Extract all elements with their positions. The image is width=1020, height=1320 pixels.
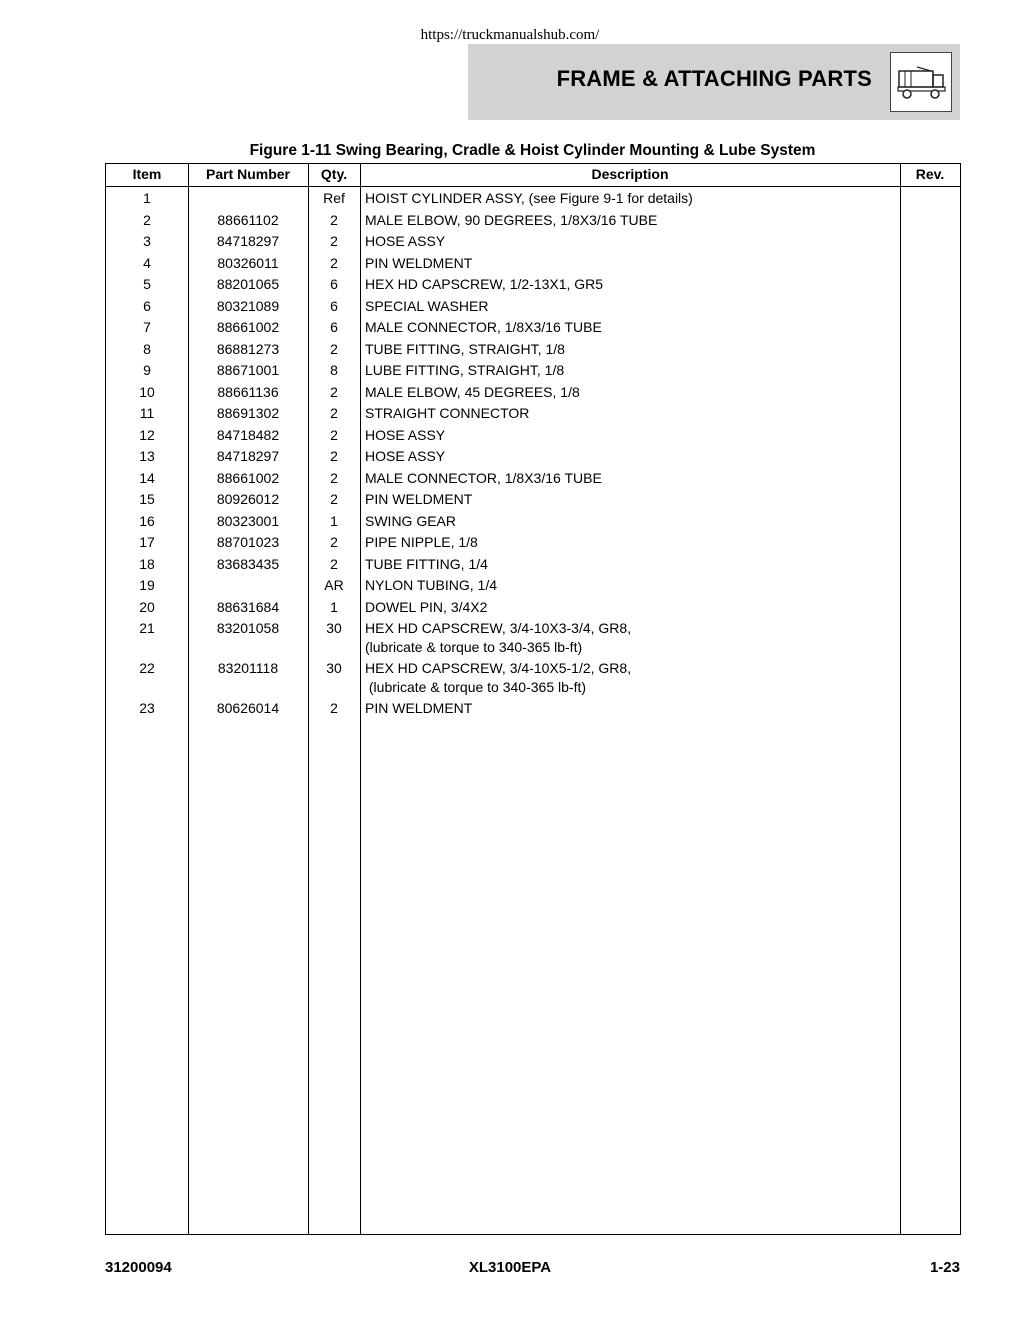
description: HEX HD CAPSCREW, 3/4-10X5-1/2, GR8, (365, 660, 632, 676)
part-number: 84718482 (216, 426, 280, 443)
description: SWING GEAR (365, 512, 457, 529)
part-number: 88201065 (216, 276, 280, 292)
quantity: 2 (330, 211, 338, 228)
quantity: 2 (330, 555, 338, 572)
description: HEX HD CAPSCREW, 1/2-13X1, GR5 (365, 276, 604, 292)
item-number: 4 (143, 254, 151, 271)
item-number: 15 (139, 491, 155, 507)
quantity: AR (324, 577, 344, 593)
quantity: 2 (330, 233, 338, 249)
quantity: 2 (330, 469, 338, 486)
part-number: 84718297 (216, 448, 280, 464)
column-header-rev: Rev. (915, 166, 945, 182)
quantity: 1 (330, 512, 338, 529)
item-number: 7 (143, 319, 151, 335)
description: MALE ELBOW, 90 DEGREES, 1/8X3/16 TUBE (365, 211, 658, 228)
quantity: 2 (330, 700, 338, 716)
item-number: 23 (139, 700, 155, 716)
description: PIPE NIPPLE, 1/8 (365, 534, 478, 550)
truck-icon (890, 52, 952, 112)
description: TUBE FITTING, STRAIGHT, 1/8 (365, 340, 565, 357)
item-number: 10 (139, 383, 155, 400)
part-number: 80323001 (216, 512, 280, 529)
column-header-description: Description (591, 166, 669, 182)
description: DOWEL PIN, 3/4X2 (365, 598, 488, 615)
part-number: 88671001 (216, 362, 280, 378)
part-number: 80626014 (216, 700, 280, 716)
quantity: 6 (330, 319, 338, 335)
column-header-qty: Qty. (320, 166, 348, 182)
part-number: 83201058 (216, 620, 280, 636)
description: PIN WELDMENT (365, 491, 473, 507)
item-number: 9 (143, 362, 151, 378)
item-number: 12 (139, 426, 155, 443)
item-number: 16 (139, 512, 155, 529)
part-number: 88661002 (216, 319, 280, 335)
part-number: 88661136 (217, 383, 279, 400)
quantity: Ref (323, 190, 345, 206)
item-number: 3 (143, 233, 151, 249)
description: HEX HD CAPSCREW, 3/4-10X3-3/4, GR8, (365, 620, 632, 636)
item-number: 14 (139, 469, 155, 486)
item-number: 2 (143, 211, 151, 228)
quantity: 1 (330, 598, 338, 615)
item-number: 17 (139, 534, 155, 550)
description-note: (lubricate & torque to 340-365 lb-ft) (365, 679, 587, 695)
part-number: 83683435 (216, 555, 280, 572)
description: PIN WELDMENT (365, 700, 473, 716)
description-note: (lubricate & torque to 340-365 lb-ft) (365, 639, 583, 655)
section-header (468, 44, 960, 120)
quantity: 2 (330, 534, 338, 550)
section-title: FRAME & ATTACHING PARTS (556, 66, 872, 91)
quantity: 2 (330, 448, 338, 464)
quantity: 6 (330, 297, 338, 314)
quantity: 6 (330, 276, 338, 292)
item-number: 1 (143, 190, 151, 206)
part-number: 80321089 (216, 297, 280, 314)
figure-title: Figure 1-11 Swing Bearing, Cradle & Hoist Cylinder Mounting & Lube System (249, 142, 816, 159)
description: STRAIGHT CONNECTOR (365, 405, 530, 421)
description: MALE CONNECTOR, 1/8X3/16 TUBE (365, 319, 602, 335)
source-url[interactable]: https://truckmanualshub.com/ (420, 27, 600, 43)
item-number: 20 (139, 598, 155, 615)
quantity: 2 (330, 383, 338, 400)
quantity: 30 (326, 660, 342, 676)
item-number: 6 (143, 297, 151, 314)
description: MALE ELBOW, 45 DEGREES, 1/8 (365, 383, 580, 400)
item-number: 11 (139, 405, 155, 421)
quantity: 2 (330, 491, 338, 507)
quantity: 2 (330, 426, 338, 443)
item-number: 18 (139, 555, 155, 572)
description: MALE CONNECTOR, 1/8X3/16 TUBE (365, 469, 602, 486)
footer-page-number: 1-23 (929, 1259, 960, 1276)
part-number: 88691302 (216, 405, 280, 421)
item-number: 8 (143, 340, 151, 357)
quantity: 8 (330, 362, 338, 378)
description: HOSE ASSY (365, 233, 446, 249)
description: TUBE FITTING, 1/4 (365, 555, 488, 572)
column-header-item: Item (132, 166, 162, 182)
description: HOSE ASSY (365, 426, 446, 443)
part-number: 88661002 (216, 469, 280, 486)
description: HOIST CYLINDER ASSY, (see Figure 9-1 for details) (365, 190, 693, 206)
description: SPECIAL WASHER (365, 297, 489, 314)
part-number: 84718297 (216, 233, 280, 249)
part-number: 88631684 (216, 598, 280, 615)
part-number: 83201118 (217, 660, 279, 676)
part-number: 88661102 (217, 211, 279, 228)
quantity: 2 (330, 405, 338, 421)
description: PIN WELDMENT (365, 254, 473, 271)
item-number: 13 (139, 448, 155, 464)
part-number: 88701023 (216, 534, 280, 550)
description: LUBE FITTING, STRAIGHT, 1/8 (365, 362, 565, 378)
part-number: 86881273 (216, 340, 280, 357)
parts-table (105, 163, 961, 1235)
item-number: 5 (143, 276, 151, 292)
item-number: 21 (139, 620, 155, 636)
item-number: 22 (139, 660, 155, 676)
part-number: 80926012 (216, 491, 280, 507)
footer-model: XL3100EPA (468, 1259, 552, 1276)
part-number: 80326011 (217, 254, 279, 271)
footer-doc-number: 31200094 (105, 1259, 172, 1276)
description: HOSE ASSY (365, 448, 446, 464)
column-header-part-number: Part Number (205, 166, 291, 182)
quantity: 2 (330, 340, 338, 357)
item-number: 19 (139, 577, 155, 593)
description: NYLON TUBING, 1/4 (365, 577, 498, 593)
quantity: 30 (326, 620, 342, 636)
quantity: 2 (330, 254, 338, 271)
